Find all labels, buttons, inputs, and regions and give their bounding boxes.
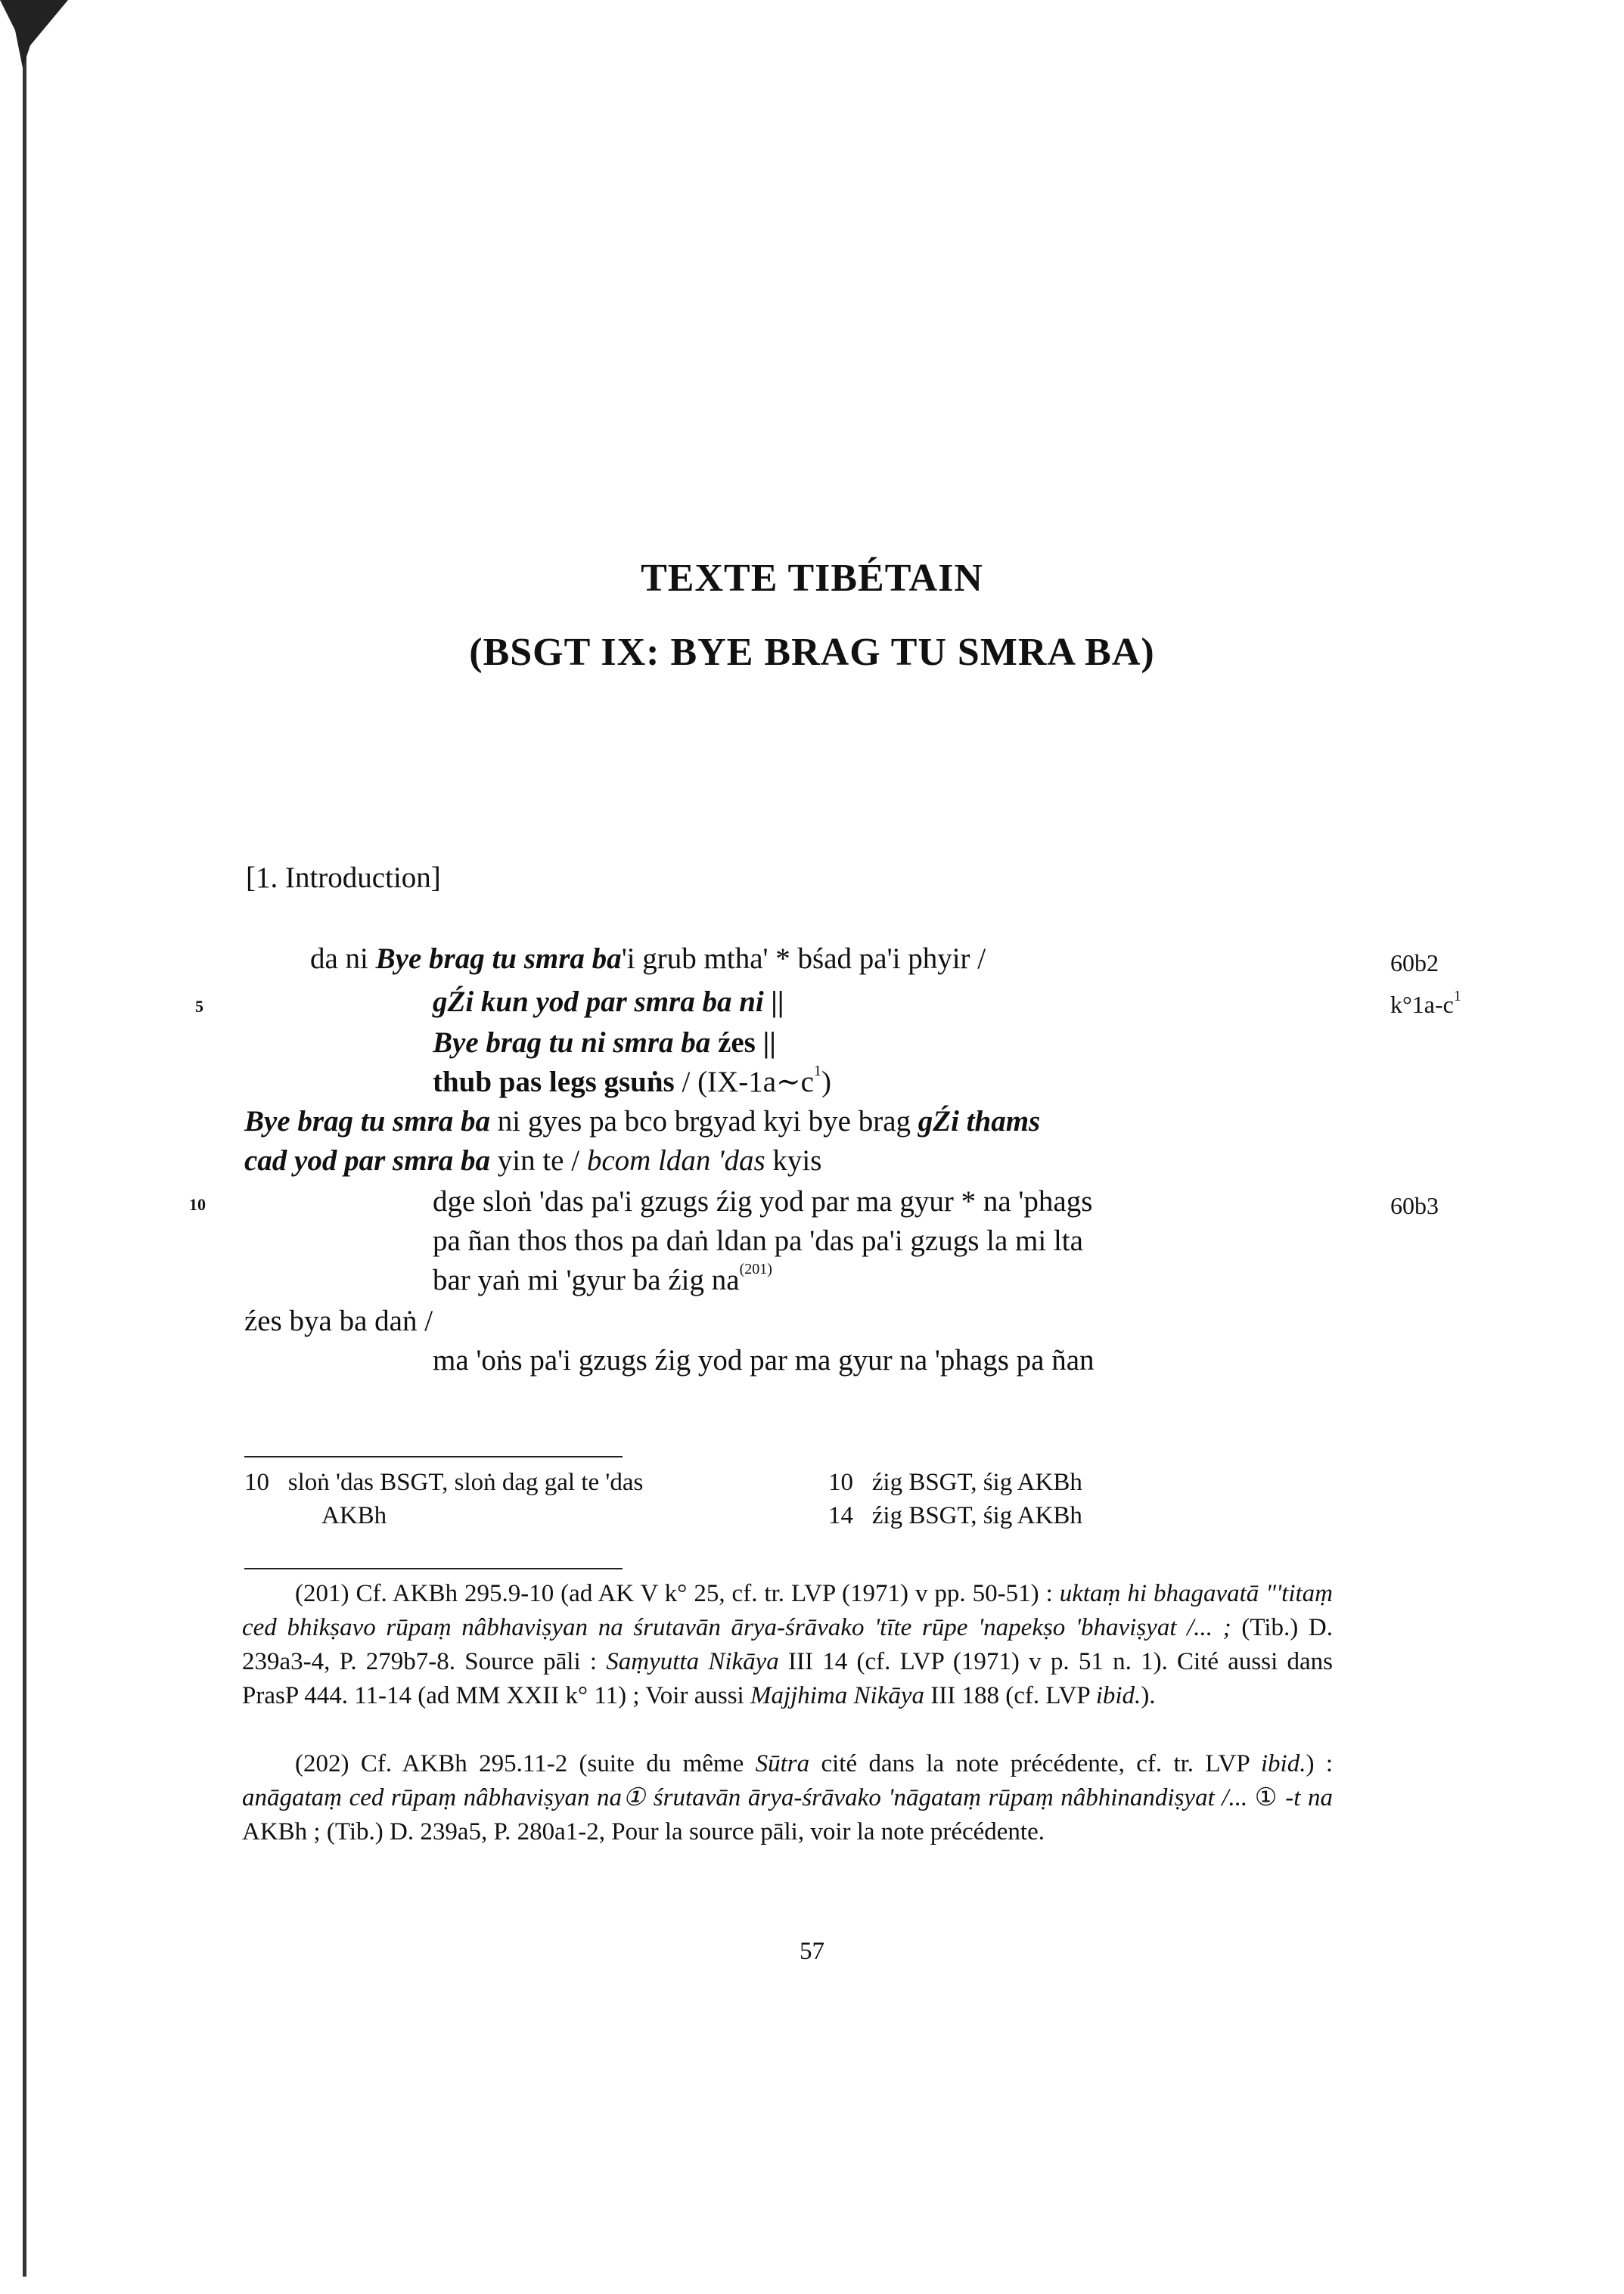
text-line-11: ma 'oṅs pa'i gzugs źig yod par ma gyur na 'phags pa ñan: [433, 1344, 1095, 1377]
page-subtitle: (BSGT IX: BYE BRAG TU SMRA BA): [469, 631, 1155, 674]
apparatus-line-number: 10: [828, 1469, 853, 1496]
text-segment-italic: bcom ldan 'das: [586, 1144, 765, 1177]
apparatus-left-cont: AKBh: [321, 1502, 387, 1529]
fn-text-italic: Sūtra: [755, 1750, 810, 1777]
apparatus-text: sloṅ 'das BSGT, sloṅ dag gal te 'das: [287, 1469, 644, 1496]
text-line-3: [433, 1026, 776, 1061]
line-number-10: 10: [189, 1195, 206, 1214]
fn-text: III 14 (cf. LVP (1971) v p. 51 n. 1). Cité aussi dans PrasP 444. 11-14 (ad MM XXII k° 11) ; Voir aussi: [242, 1648, 1334, 1709]
text-segment: yin te /: [490, 1144, 587, 1177]
apparatus-text: źig BSGT, śig AKBh: [871, 1502, 1082, 1529]
margin-ref-verse: [1390, 988, 1461, 1019]
page-number: 57: [800, 1938, 824, 1965]
apparatus-left: [244, 1466, 643, 1500]
text-segment-bold-italic: Bye brag tu smra ba: [375, 942, 622, 975]
footnote-rule: [244, 1568, 623, 1569]
text-line-8: pa ñan thos thos pa daṅ ldan pa 'das pa'i gzugs la mi lta: [433, 1225, 1083, 1257]
apparatus-text: źig BSGT, śig AKBh: [871, 1469, 1082, 1496]
text-segment-bold-italic: Bye brag tu smra ba: [244, 1105, 491, 1138]
fn-text: (Tib.) D. 239a3-4, P. 279b7-8. Source pāli :: [242, 1614, 1333, 1675]
section-heading: [1. Introduction]: [246, 861, 441, 894]
page-title: TEXTE TIBÉTAIN: [641, 557, 983, 600]
fn-text-italic: -t na: [1285, 1784, 1333, 1811]
fn-text: (201) Cf. AKBh 295.9-10 (ad AK V k° 25, cf. tr. LVP (1971) v pp. 50-51) :: [295, 1580, 1060, 1607]
fn-text-italic: uktaṃ hi bhagavatā "'titaṃ ced bhikṣavo rūpaṃ nâbhaviṣyan na śrutavān ārya-śrāvako 'tīte rūpe 'napekṣo 'bhaviṣyat /... ;: [242, 1580, 1333, 1641]
text-segment: da ni: [310, 942, 376, 975]
apparatus-line-number: 10: [244, 1469, 269, 1496]
fn-text-italic: anāgataṃ ced rūpaṃ nâbhaviṣyan na① śrutavān ārya-śrāvako 'nāgataṃ rūpaṃ nâbhinandiṣyat /...: [242, 1784, 1248, 1811]
margin-ref-60b2: 60b2: [1390, 949, 1439, 976]
text-segment-bold: źes ||: [710, 1026, 776, 1059]
footnote-202: [242, 1747, 1333, 1849]
text-segment-bold: thub pas legs gsuṅs: [433, 1066, 675, 1098]
fn-text-italic: Saṃyutta Nikāya: [606, 1648, 779, 1675]
text-segment-bold-italic: gŹi thams: [918, 1105, 1041, 1138]
margin-ref-sup: 1: [1453, 988, 1461, 1004]
text-segment: 'i grub mtha' * bśad pa'i phyir /: [621, 942, 986, 975]
text-segment: / (IX-1a∼c: [674, 1066, 814, 1098]
text-line-2: gŹi kun yod par smra ba ni ||: [433, 986, 784, 1018]
apparatus-right-2: [828, 1499, 1082, 1533]
line-number-5: 5: [195, 997, 203, 1016]
text-segment-bold-italic: Bye brag tu ni smra ba: [433, 1026, 711, 1059]
fn-text: III 188 (cf. LVP: [924, 1682, 1096, 1709]
scan-corner-mark: [0, 0, 68, 68]
fn-text: (202) Cf. AKBh 295.11-2 (suite du même: [295, 1750, 756, 1777]
fn-text: AKBh ; (Tib.) D. 239a5, P. 280a1-2, Pour la source pāli, voir la note précédente.: [242, 1818, 1045, 1845]
superscript: 1: [814, 1063, 821, 1079]
text-segment-bold-italic: cad yod par smra ba: [244, 1144, 490, 1177]
footnote-ref-201: (201): [739, 1261, 772, 1277]
text-line-10: źes bya ba daṅ /: [244, 1305, 433, 1337]
text-line-6: [244, 1144, 821, 1179]
text-segment: ni gyes pa bco brgyad kyi bye brag: [490, 1105, 918, 1138]
margin-ref-60b3: 60b3: [1390, 1192, 1439, 1219]
text-segment: bar yaṅ mi 'gyur ba źig na: [433, 1264, 740, 1296]
fn-text: ).: [1141, 1682, 1156, 1709]
fn-text: ) :: [1306, 1750, 1333, 1777]
text-line-7: dge sloṅ 'das pa'i gzugs źig yod par ma gyur * na 'phags: [433, 1185, 1093, 1218]
apparatus-line-number: 14: [828, 1502, 853, 1529]
footnote-201: [242, 1577, 1333, 1713]
text-segment: ): [821, 1066, 831, 1098]
text-line-4: [433, 1065, 831, 1100]
text-line-9: [433, 1263, 772, 1299]
fn-text-italic: ibid.: [1095, 1682, 1141, 1709]
apparatus-right-1: [828, 1466, 1082, 1500]
fn-text-italic: Majjhima Nikāya: [750, 1682, 925, 1709]
fn-text: ①: [1247, 1784, 1286, 1811]
text-segment: kyis: [765, 1144, 822, 1177]
text-line-5: [244, 1104, 1040, 1140]
fn-text-italic: ibid.: [1260, 1750, 1306, 1777]
apparatus-rule: [244, 1456, 623, 1457]
text-line-1: [310, 942, 986, 977]
fn-text: cité dans la note précédente, cf. tr. LVP: [809, 1750, 1261, 1777]
margin-ref-text: k°1a-c: [1390, 991, 1454, 1018]
